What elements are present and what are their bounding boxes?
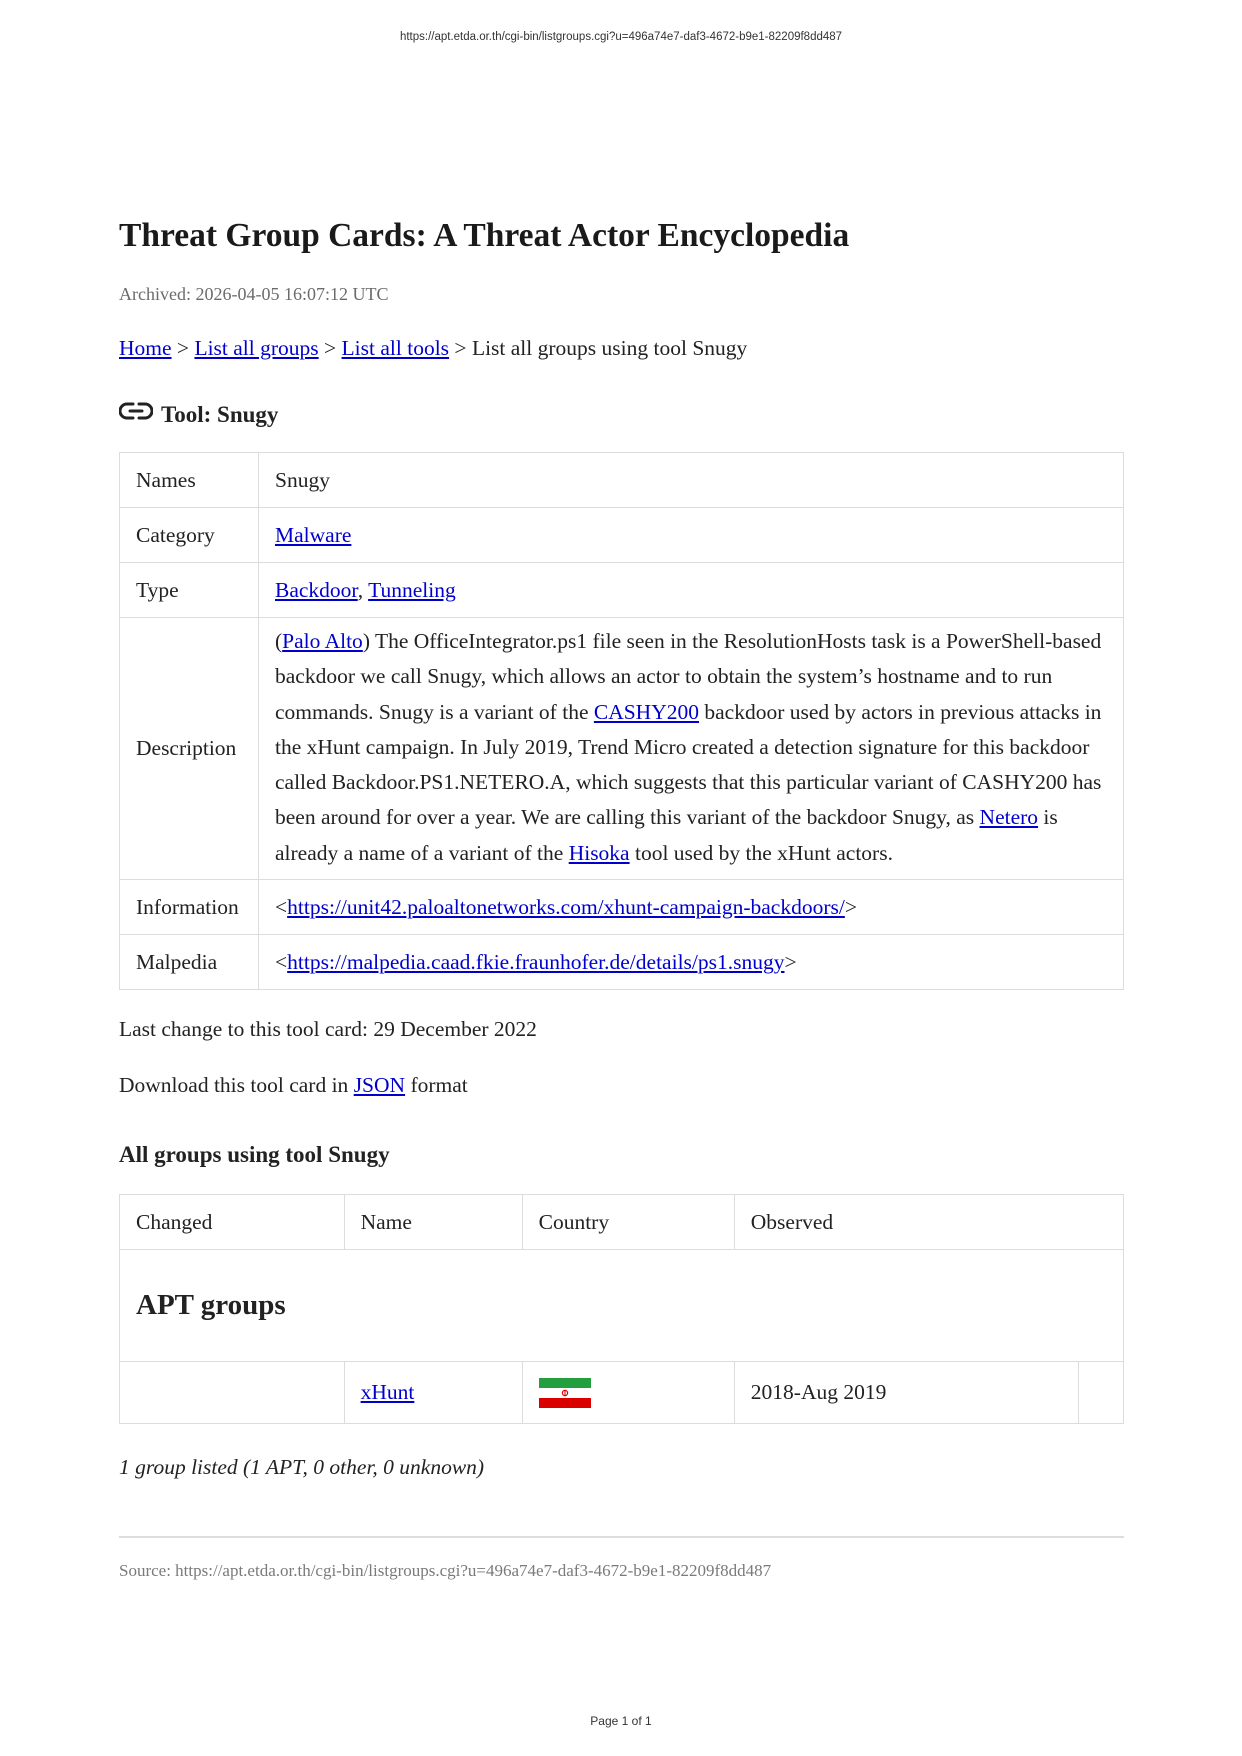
names-value: Snugy	[259, 453, 1124, 508]
country-cell	[522, 1362, 734, 1424]
names-label: Names	[120, 453, 259, 508]
description-part: is already a name of a variant of the	[275, 805, 1058, 865]
information-cell: <https://unit42.paloaltonetworks.com/xhunt-campaign-backdoors/>	[259, 880, 1124, 935]
table-row	[120, 508, 1124, 563]
download-suffix: format	[405, 1073, 468, 1098]
breadcrumb-separator: >	[454, 336, 467, 360]
table-row	[120, 935, 1124, 990]
type-backdoor-link[interactable]: Backdoor	[275, 577, 358, 602]
tool-info-table	[119, 452, 1124, 990]
description-text	[259, 618, 1124, 880]
table-row	[120, 453, 1124, 508]
tool-heading	[119, 400, 1124, 430]
description-part: tool used by the xHunt actors.	[629, 840, 893, 865]
table-row	[120, 1362, 1124, 1424]
description-part: ) The OfficeIntegrator.ps1 file seen in the ResolutionHosts task is a PowerShell-based backdoor we call Snugy, which allows an actor to obtain the system’s hostname and to run commands. Snugy is a variant of the	[275, 629, 1102, 724]
group-xhunt-link[interactable]: xHunt	[360, 1380, 415, 1405]
iran-flag-icon	[539, 1378, 591, 1408]
tool-heading-text: Tool: Snugy	[161, 402, 279, 427]
malpedia-label: Malpedia	[120, 935, 259, 990]
breadcrumb	[119, 333, 1124, 363]
category-malware-link[interactable]: Malware	[275, 522, 352, 547]
type-tunneling-link[interactable]: Tunneling	[368, 577, 456, 602]
table-section-row	[120, 1250, 1124, 1362]
breadcrumb-list-groups-link[interactable]: List all groups	[194, 336, 319, 360]
type-label: Type	[120, 563, 259, 618]
category-label: Category	[120, 508, 259, 563]
type-separator: ,	[357, 577, 364, 602]
download-prefix: Download this tool card in	[119, 1073, 354, 1098]
cashy200-link[interactable]: CASHY200	[593, 699, 699, 724]
last-change-text: Last change to this tool card: 29 December 2022	[119, 1017, 537, 1042]
information-label: Information	[120, 880, 259, 935]
apt-groups-title: APT groups	[120, 1250, 1124, 1362]
column-header-observed: Observed	[734, 1195, 1123, 1250]
observed-cell: 2018-Aug 2019	[734, 1362, 1079, 1424]
breadcrumb-separator: >	[176, 336, 190, 360]
extra-cell	[1079, 1362, 1124, 1424]
palo-alto-link[interactable]: Palo Alto	[282, 629, 363, 653]
breadcrumb-list-tools-link[interactable]: List all tools	[341, 336, 450, 360]
breadcrumb-separator: >	[324, 336, 337, 360]
breadcrumb-current: List all groups using tool Snugy	[471, 336, 748, 360]
source-line: Source: https://apt.etda.or.th/cgi-bin/listgroups.cgi?u=496a74e7-daf3-4672-b9e1-82209f8dd487	[119, 1561, 772, 1581]
divider	[119, 1536, 1124, 1538]
table-header-row	[120, 1195, 1124, 1250]
description-part: backdoor used by actors in previous attacks in the xHunt campaign. In July 2019, Trend Micro created a detection signature for this backdoor called Backdoor.PS1.NETERO.A, which suggests that this particular variant of CASHY200 has been around for over a year. We are calling this variant of the backdoor Snugy, as	[275, 699, 1102, 830]
link-icon	[119, 400, 153, 422]
groups-table	[119, 1194, 1124, 1424]
type-cell	[259, 563, 1124, 618]
category-cell	[259, 508, 1124, 563]
column-header-country: Country	[522, 1195, 734, 1250]
page-number: Page 1 of 1	[590, 1714, 652, 1728]
groups-heading: All groups using tool Snugy	[119, 1142, 390, 1168]
groups-summary: 1 group listed (1 APT, 0 other, 0 unknown)	[119, 1455, 485, 1480]
malpedia-cell: <https://malpedia.caad.fkie.fraunhofer.de/details/ps1.snugy>	[259, 935, 1124, 990]
page-title: Threat Group Cards: A Threat Actor Encyclopedia	[119, 217, 850, 254]
name-cell	[344, 1362, 522, 1424]
table-row	[120, 563, 1124, 618]
main-content	[119, 212, 1124, 1583]
column-header-changed: Changed	[120, 1195, 345, 1250]
malpedia-url-link[interactable]: https://malpedia.caad.fkie.fraunhofer.de/details/ps1.snugy	[287, 949, 785, 974]
description-label: Description	[120, 618, 259, 880]
download-json-link[interactable]: JSON	[353, 1073, 406, 1098]
hisoka-link[interactable]: Hisoka	[568, 840, 630, 865]
column-header-name: Name	[344, 1195, 522, 1250]
page-header-url: https://apt.etda.or.th/cgi-bin/listgroups.cgi?u=496a74e7-daf3-4672-b9e1-82209f8dd487	[399, 31, 843, 43]
archived-timestamp: Archived: 2026-04-05 16:07:12 UTC	[119, 284, 389, 304]
table-row	[120, 618, 1124, 880]
netero-link[interactable]: Netero	[979, 805, 1039, 830]
description-part: (	[275, 629, 283, 653]
download-line	[119, 1070, 1124, 1100]
information-url-link[interactable]: https://unit42.paloaltonetworks.com/xhunt-campaign-backdoors/	[287, 894, 845, 919]
changed-cell	[120, 1362, 345, 1424]
breadcrumb-home-link[interactable]: Home	[119, 336, 172, 360]
table-row	[120, 880, 1124, 935]
